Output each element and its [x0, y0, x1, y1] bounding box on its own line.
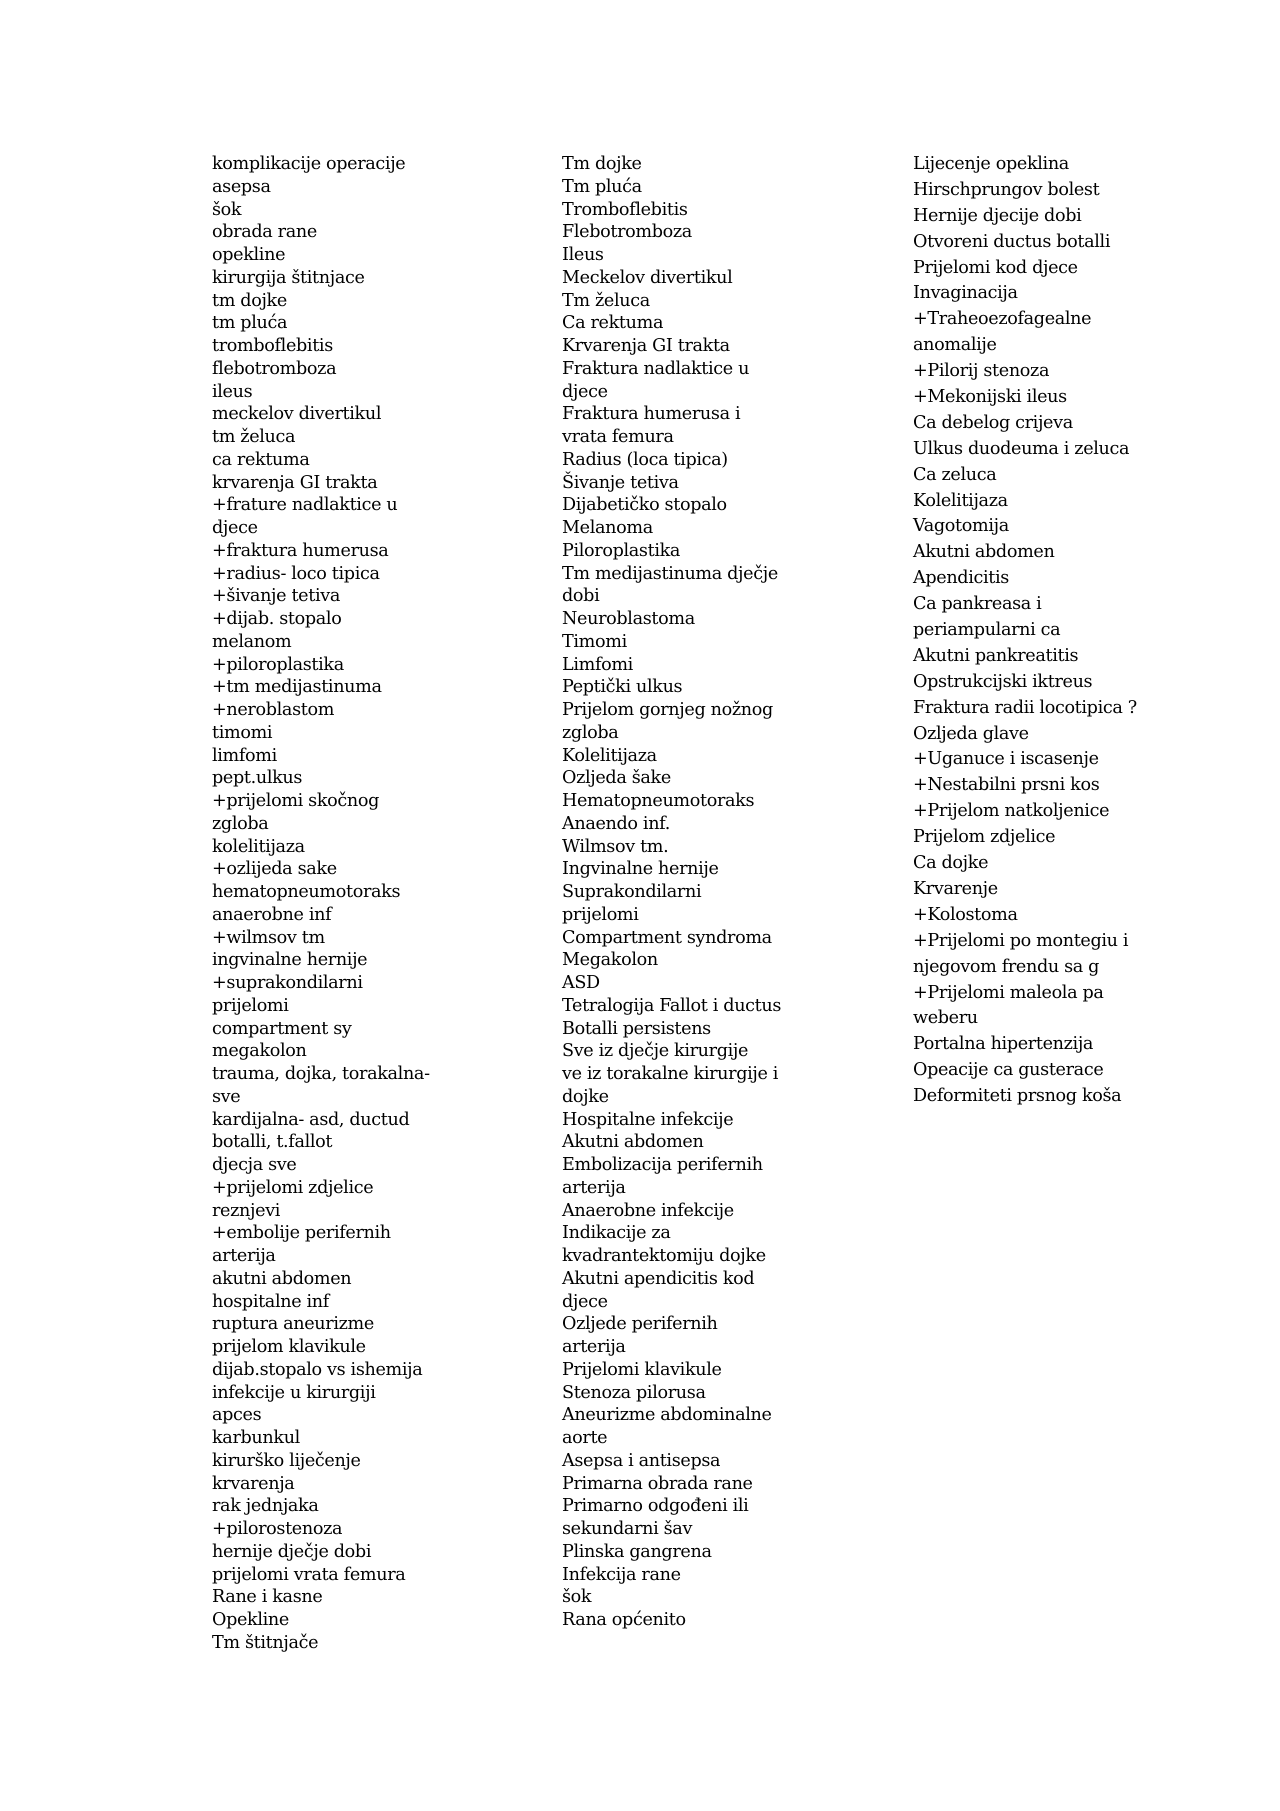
list-item: Tm želuca: [562, 290, 650, 311]
list-item: Neuroblastoma: [562, 609, 695, 629]
list-item: Tm medijastinuma dječje: [562, 563, 778, 584]
list-item: zgloba: [562, 722, 619, 743]
list-item: Primarno odgođeni ili: [562, 1496, 749, 1517]
list-item: compartment sy: [212, 1018, 352, 1039]
list-item: Ca pankreasa i: [913, 594, 1042, 615]
list-item: arterija: [562, 1177, 626, 1198]
list-item: Prijelom zdjelice: [913, 827, 1056, 848]
list-item: +dijab. stopalo: [212, 609, 342, 629]
list-item: Anaendo inf.: [562, 813, 670, 834]
list-item: Akutni abdomen: [562, 1132, 704, 1153]
list-item: kvadrantektomiju dojke: [562, 1246, 766, 1266]
list-item: Tm dojke: [562, 154, 642, 174]
list-item: djece: [562, 381, 608, 402]
list-item: +Kolostoma: [913, 904, 1018, 925]
list-item: Ca rektuma: [562, 313, 664, 334]
list-item: +Nestabilni prsni kos: [913, 775, 1100, 796]
list-item: Akutni abdomen: [913, 542, 1055, 563]
list-item: Šivanje tetiva: [562, 472, 679, 493]
list-item: anaerobne inf: [212, 904, 332, 925]
list-item: +embolije perifernih: [212, 1223, 391, 1244]
list-item: Flebotromboza: [562, 222, 692, 243]
list-item: +piloroplastika: [212, 654, 344, 675]
list-item: Suprakondilarni: [562, 882, 702, 902]
list-item: infekcije u kirurgiji: [212, 1382, 376, 1403]
list-item: kirurško liječenje: [212, 1450, 361, 1471]
list-item: Megakolon: [562, 950, 658, 971]
list-item: weberu: [913, 1008, 978, 1029]
list-item: Tm pluća: [562, 176, 642, 197]
list-item: +prijelomi skočnog: [212, 791, 380, 811]
list-item: +šivanje tetiva: [212, 586, 340, 607]
list-item: Sve iz dječje kirurgije: [562, 1041, 749, 1062]
list-item: +Uganuce i iscasenje: [913, 749, 1099, 770]
topic-list-column-2: [562, 153, 781, 1632]
list-item: Hematopneumotoraks: [562, 791, 755, 811]
list-item: Compartment syndroma: [562, 927, 772, 948]
list-item: Stenoza pilorusa: [562, 1382, 706, 1403]
list-item: Infekcija rane: [562, 1564, 681, 1585]
list-item: arterija: [212, 1246, 276, 1266]
list-item: timomi: [212, 722, 273, 743]
list-item: +wilmsov tm: [212, 927, 325, 948]
list-item: Tm štitnjače: [212, 1632, 319, 1653]
list-item: Indikacije za: [562, 1223, 671, 1244]
list-item: prijelomi: [212, 995, 289, 1016]
list-item: djecja sve: [212, 1155, 297, 1175]
list-item: Deformiteti prsnog koša: [913, 1086, 1122, 1107]
list-item: Akutni pankreatitis: [913, 645, 1079, 666]
list-item: tm pluća: [212, 313, 288, 334]
list-item: sekundarni šav: [562, 1519, 693, 1539]
list-item: pept.ulkus: [212, 768, 303, 789]
list-item: Ozljeda glave: [913, 723, 1029, 744]
list-item: Ca debelog crijeva: [913, 412, 1073, 433]
list-item: kirurgija štitnjace: [212, 267, 365, 288]
list-item: dobi: [562, 586, 600, 607]
list-item: hernije dječje dobi: [212, 1541, 372, 1562]
list-item: djece: [562, 1291, 608, 1312]
list-item: Fraktura humerusa i: [562, 404, 741, 425]
list-item: krvarenja GI trakta: [212, 472, 378, 493]
list-item: trauma, dojka, torakalna-: [212, 1064, 430, 1084]
list-item: Timomi: [562, 631, 627, 652]
list-item: rak jednjaka: [212, 1496, 319, 1517]
list-item: Radius (loca tipica): [562, 449, 728, 470]
list-item: +Pilorij stenoza: [913, 361, 1050, 382]
list-item: vrata femura: [562, 427, 674, 447]
list-item: Botalli persistens: [562, 1018, 711, 1039]
list-item: ingvinalne hernije: [212, 950, 368, 971]
list-item: Limfomi: [562, 654, 633, 675]
list-item: Akutni apendicitis kod: [562, 1268, 755, 1289]
list-item: reznjevi: [212, 1200, 281, 1221]
list-item: hospitalne inf: [212, 1291, 329, 1312]
list-item: Opeacije ca gusterace: [913, 1060, 1104, 1081]
list-item: Piloroplastika: [562, 540, 681, 561]
list-item: periampularni ca: [913, 620, 1061, 641]
list-item: +Prijelom natkoljenice: [913, 801, 1110, 822]
list-item: +radius- loco tipica: [212, 563, 380, 584]
list-item: Hernije djecije dobi: [913, 205, 1082, 226]
list-item: komplikacije operacije: [212, 154, 406, 174]
list-item: dijab.stopalo vs ishemija: [212, 1359, 423, 1380]
list-item: Plinska gangrena: [562, 1541, 712, 1562]
list-item: Prijelomi klavikule: [562, 1359, 722, 1380]
list-item: Fraktura nadlaktice u: [562, 358, 750, 379]
list-item: šok: [212, 199, 242, 220]
list-item: tm želuca: [212, 427, 296, 447]
list-item: akutni abdomen: [212, 1268, 352, 1289]
list-item: Ileus: [562, 245, 604, 265]
list-item: šok: [562, 1587, 592, 1608]
list-item: krvarenja: [212, 1473, 295, 1494]
list-item: ASD: [562, 973, 600, 993]
list-item: Hospitalne infekcije: [562, 1109, 734, 1130]
list-item: Invaginacija: [913, 283, 1018, 304]
list-item: Ozljede perifernih: [562, 1314, 718, 1335]
list-item: Otvoreni ductus botalli: [913, 231, 1111, 252]
list-item: meckelov divertikul: [212, 404, 382, 425]
list-item: +Mekonijski ileus: [913, 387, 1067, 408]
list-item: Embolizacija perifernih: [562, 1155, 763, 1175]
list-item: Vagotomija: [913, 516, 1009, 537]
list-item: Ulkus duodeuma i zeluca: [913, 438, 1130, 459]
list-item: Ozljeda šake: [562, 768, 671, 789]
list-item: botalli, t.fallot: [212, 1132, 333, 1153]
list-item: prijelom klavikule: [212, 1337, 366, 1357]
list-item: Lijecenje opeklina: [913, 154, 1069, 174]
list-item: Anaerobne infekcije: [562, 1200, 734, 1221]
list-item: Opstrukcijski iktreus: [913, 671, 1093, 692]
list-item: Tromboflebitis: [562, 199, 688, 220]
list-item: apces: [212, 1405, 262, 1426]
list-item: Kolelitijaza: [562, 745, 657, 766]
list-item: Melanoma: [562, 518, 653, 538]
list-item: kardijalna- asd, ductud: [212, 1109, 410, 1130]
list-item: ileus: [212, 381, 253, 402]
list-item: njegovom frendu sa g: [913, 956, 1100, 977]
list-item: limfomi: [212, 745, 277, 766]
list-item: ruptura aneurizme: [212, 1314, 374, 1335]
list-item: hematopneumotoraks: [212, 882, 401, 902]
list-item: Krvarenje: [913, 878, 998, 899]
list-item: sve: [212, 1086, 241, 1107]
list-item: Fraktura radii locotipica ?: [913, 697, 1137, 718]
list-item: +Prijelomi po montegiu i: [913, 930, 1129, 951]
list-item: Meckelov divertikul: [562, 267, 733, 288]
list-item: +ozlijeda sake: [212, 859, 337, 880]
list-item: Dijabetičko stopalo: [562, 495, 727, 516]
list-item: +pilorostenoza: [212, 1519, 343, 1539]
list-item: ca rektuma: [212, 449, 310, 470]
list-item: Prijelomi kod djece: [913, 257, 1078, 278]
list-item: +neroblastom: [212, 700, 335, 720]
list-item: megakolon: [212, 1041, 307, 1062]
list-item: prijelomi vrata femura: [212, 1564, 406, 1585]
list-item: kolelitijaza: [212, 836, 305, 857]
list-item: +suprakondilarni: [212, 973, 363, 993]
list-item: Ca zeluca: [913, 464, 997, 485]
list-item: obrada rane: [212, 222, 317, 243]
list-item: +Prijelomi maleola pa: [913, 982, 1104, 1003]
list-item: zgloba: [212, 813, 269, 834]
list-item: Ca dojke: [913, 853, 989, 874]
list-item: Tetralogija Fallot i ductus: [562, 995, 782, 1016]
list-item: tromboflebitis: [212, 336, 333, 356]
list-item: flebotromboza: [212, 358, 337, 379]
list-item: prijelomi: [562, 904, 639, 925]
list-item: +fraktura humerusa: [212, 540, 389, 561]
list-item: +frature nadlaktice u: [212, 495, 398, 516]
list-item: karbunkul: [212, 1428, 300, 1448]
list-item: Ingvinalne hernije: [562, 859, 719, 880]
list-item: +prijelomi zdjelice: [212, 1177, 374, 1198]
list-item: Wilmsov tm.: [562, 836, 669, 857]
list-item: Prijelom gornjeg nožnog: [562, 700, 773, 720]
list-item: Asepsa i antisepsa: [562, 1450, 721, 1471]
list-item: asepsa: [212, 176, 271, 197]
list-item: anomalije: [913, 335, 997, 356]
topic-list-column-1: [212, 153, 430, 1655]
list-item: Rane i kasne: [212, 1587, 323, 1608]
list-item: Krvarenja GI trakta: [562, 336, 730, 356]
list-item: Primarna obrada rane: [562, 1473, 753, 1494]
list-item: +tm medijastinuma: [212, 677, 382, 698]
list-item: dojke: [562, 1086, 609, 1107]
list-item: Peptički ulkus: [562, 677, 683, 698]
list-item: Apendicitis: [913, 568, 1009, 589]
list-item: aorte: [562, 1428, 608, 1448]
list-item: Hirschprungov bolest: [913, 179, 1100, 200]
list-item: ve iz torakalne kirurgije i: [562, 1064, 779, 1084]
list-item: melanom: [212, 631, 292, 652]
list-item: arterija: [562, 1337, 626, 1357]
list-item: Opekline: [212, 1610, 289, 1630]
list-item: +Traheoezofagealne: [913, 309, 1092, 330]
list-item: Rana općenito: [562, 1610, 686, 1630]
list-item: djece: [212, 518, 258, 538]
topic-list-column-3: [913, 152, 1137, 1110]
list-item: tm dojke: [212, 290, 287, 311]
list-item: Portalna hipertenzija: [913, 1034, 1094, 1055]
list-item: Kolelitijaza: [913, 490, 1008, 511]
list-item: Aneurizme abdominalne: [562, 1405, 772, 1426]
list-item: opekline: [212, 245, 286, 265]
